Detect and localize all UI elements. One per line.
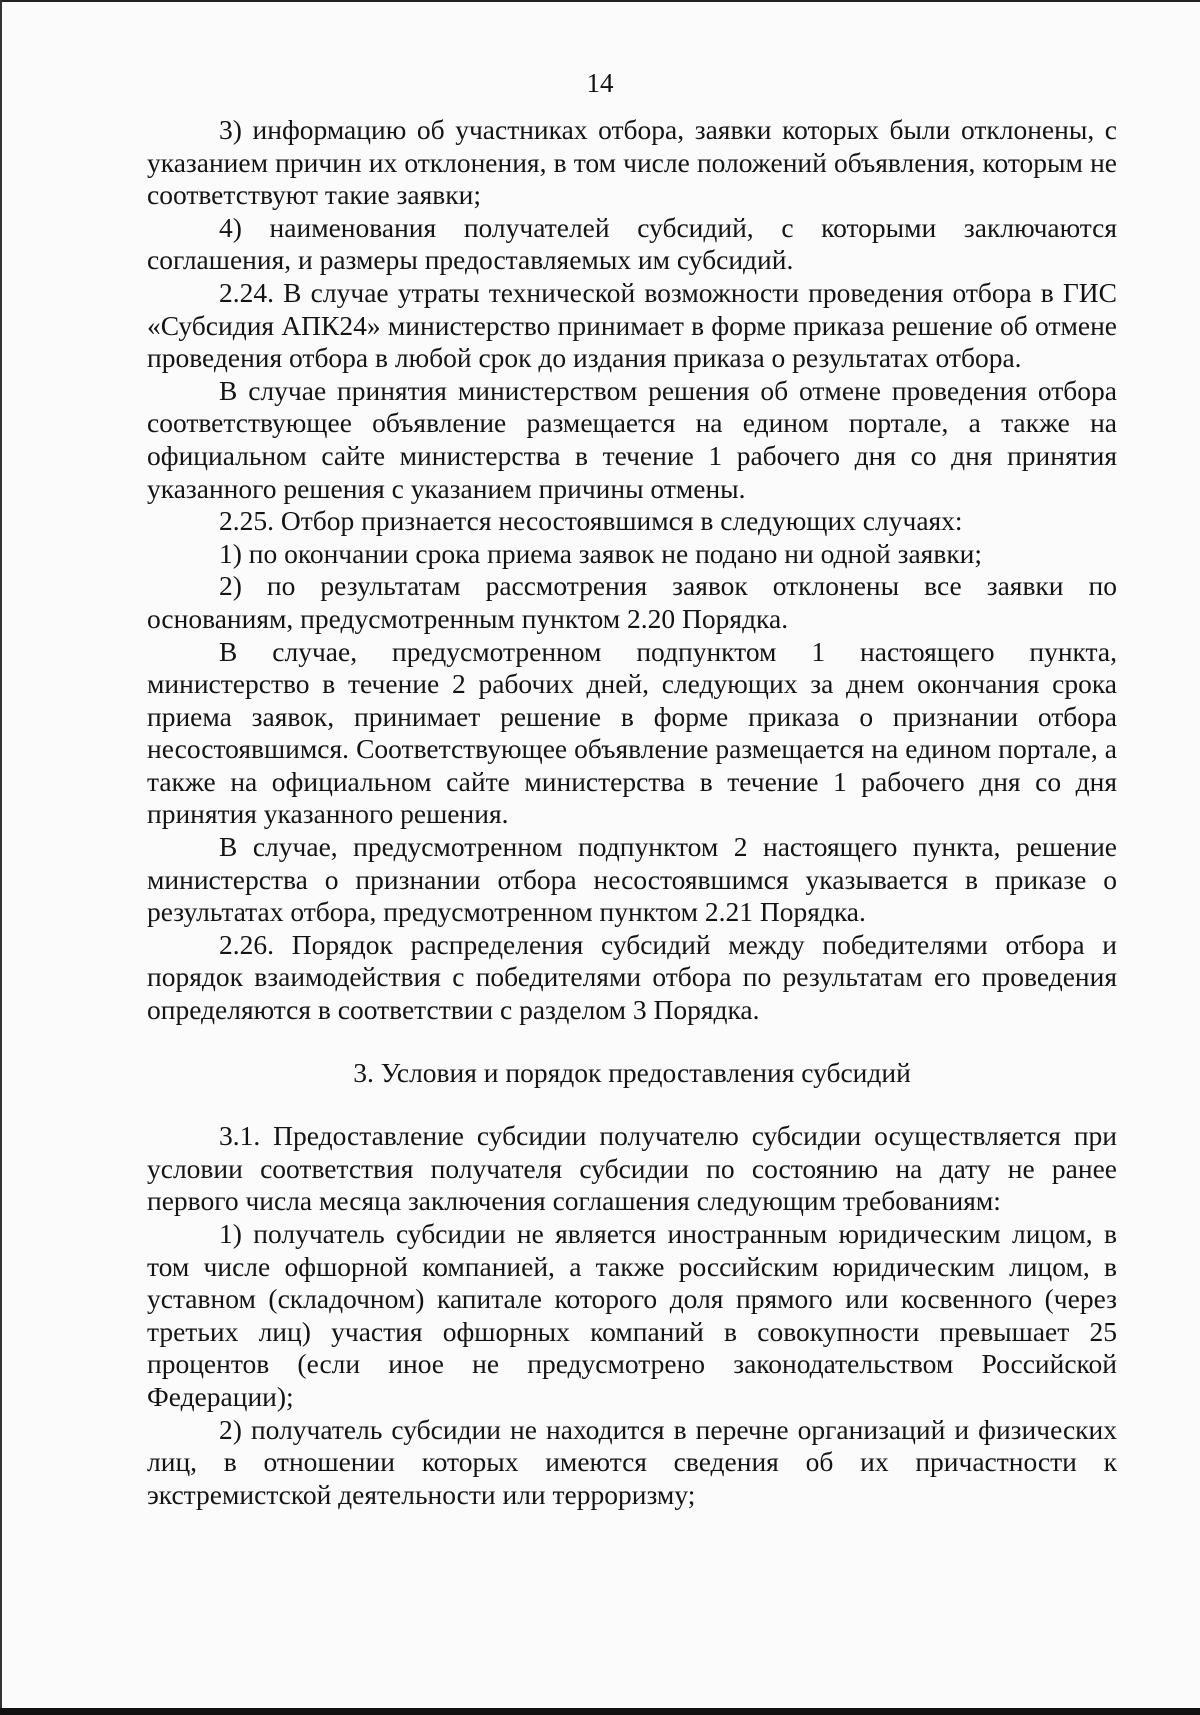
paragraph-3-1-item-2: 2) получатель субсидии не находится в перечне организаций и физических лиц, в отношении которых имеются сведения об их причастности к экстремистской деятельности или терроризму; <box>147 1413 1117 1510</box>
paragraph-2-25-item-2: 2) по результатам рассмотрения заявок отклонены все заявки по основаниям, предусмотренным пунктом 2.20 Порядка. <box>147 570 1117 634</box>
paragraph-2-25-item-1: 1) по окончании срока приема заявок не подано ни одной заявки; <box>219 537 983 569</box>
paragraph-3-1-item-1: 1) получатель субсидии не является иностранным юридическим лицом, в том числе офшорной компанией, а также российским юридическим лицом, в уставном (складочном) капитале которого доля прямого или косвенного (через третьих лиц) участия офшорных компаний в совокупности превышает 25 процентов (если иное не предусмотрено законодательством Российской Федерации); <box>147 1218 1117 1412</box>
paragraph-2-25: 2.25. Отбор признается несостоявшимся в следующих случаях: <box>219 505 963 537</box>
scan-bottom-edge <box>0 1708 1200 1715</box>
paragraph-case-1: В случае, предусмотренном подпунктом 1 настоящего пункта, министерство в течение 2 рабочих дней, следующих за днем окончания срока приема заявок, принимает решение в форме приказа о признании отбора несостоявшимся. Соответствующее объявление размещается на едином портале, а также на официальном сайте министерства в течение 1 рабочего дня со дня принятия указанного решения. <box>147 635 1117 830</box>
page-number: 14 <box>586 68 614 98</box>
paragraph-2-24: 2.24. В случае утраты технической возможности проведения отбора в ГИС «Субсидия АПК24» министерство принимает в форме приказа решение об отмене проведения отбора в любой срок до издания приказа о результатах отбора. <box>147 276 1117 374</box>
section-heading: 3. Условия и порядок предоставления субсидий <box>353 1056 911 1088</box>
paragraph-cancellation: В случае принятия министерством решения об отмене проведения отбора соответствующее объявление размещается на едином портале, а также на официальном сайте министерства в течение 1 рабочего дня со дня принятия указанного решения с указанием причины отмены. <box>147 374 1117 504</box>
scan-top-edge <box>0 0 1200 2</box>
paragraph-4-recipients: 4) наименования получателей субсидий, с которыми заключаются соглашения, и размеры предоставляемых им субсидий. <box>147 211 1117 276</box>
paragraph-3-1: 3.1. Предоставление субсидии получателю субсидии осуществляется при условии соответствия получателя субсидии по состоянию на дату не ранее первого числа месяца заключения соглашения следующим требованиям: <box>147 1120 1117 1217</box>
paragraph-2-26: 2.26. Порядок распределения субсидий между победителями отбора и порядок взаимодействия с победителями отбора по результатам его проведения определяются в соответствии с разделом 3 Порядка. <box>147 928 1117 1026</box>
scan-left-edge <box>0 0 2 1715</box>
document-body <box>147 114 1117 1511</box>
paragraph-3-rejected-info: 3) информацию об участниках отбора, заявки которых были отклонены, с указанием причин их отклонения, в том числе положений объявления, которым не соответствуют такие заявки; <box>147 114 1117 211</box>
paragraph-case-2: В случае, предусмотренном подпунктом 2 настоящего пункта, решение министерства о признании отбора несостоявшимся указывается в приказе о результатах отбора, предусмотренном пунктом 2.21 Порядка. <box>147 831 1117 928</box>
